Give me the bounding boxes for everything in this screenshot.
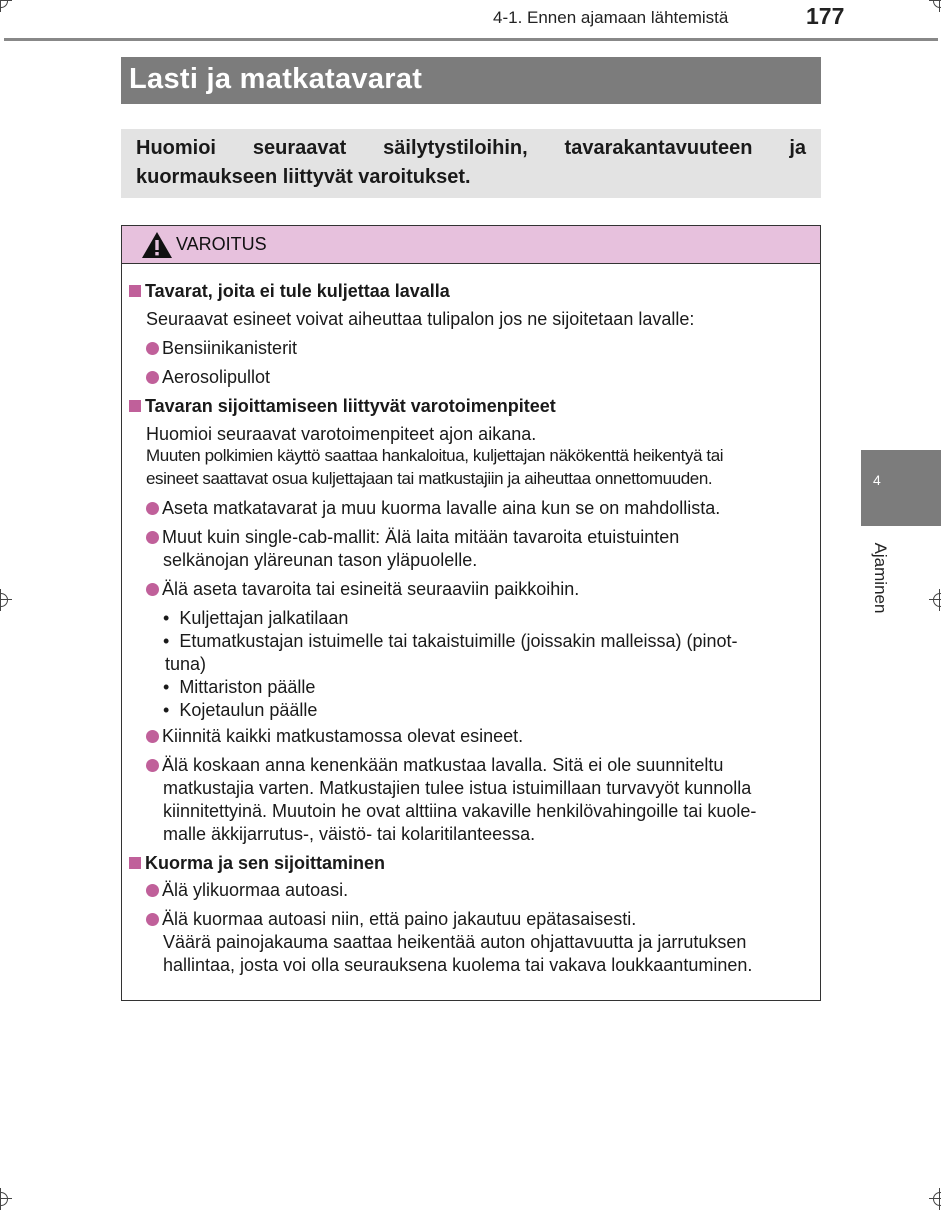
square-bullet-icon <box>129 285 141 297</box>
square-bullet-icon <box>129 400 141 412</box>
sub-list-item: • Kuljettajan jalkatilaan <box>163 608 349 628</box>
crop-mark-icon <box>0 0 12 12</box>
sub-list-item: • Etumatkustajan istuimelle tai takaistuimille (joissakin malleissa) (pinot- <box>163 631 738 651</box>
round-bullet-icon <box>146 913 159 926</box>
round-bullet-icon <box>146 583 159 596</box>
text-line: Huomioi seuraavat varotoimenpiteet ajon aikana. <box>146 424 537 444</box>
text-line: kiinnitettyinä. Muutoin he ovat alttiina vakaville henkilövahingoille tai kuole- <box>163 801 757 821</box>
text-line: hallintaa, josta voi olla seurauksena kuolema tai vakava loukkaantuminen. <box>163 955 753 975</box>
text-line: tuna) <box>165 654 207 674</box>
crop-mark-icon <box>0 1188 12 1210</box>
list-item <box>146 337 297 359</box>
list-item-text: Älä aseta tavaroita tai esineitä seuraaviin paikkoihin. <box>162 579 580 599</box>
text-line: Muuten polkimien käyttö saattaa hankaloitua, kuljettajan näkökenttä heikentyä tai <box>146 446 724 465</box>
page-title: Lasti ja matkatavarat <box>129 63 423 95</box>
crop-mark-icon <box>929 589 941 611</box>
warning-box <box>121 225 821 1001</box>
list-item <box>146 908 636 930</box>
round-bullet-icon <box>146 884 159 897</box>
list-item-text: Bensiinikanisterit <box>162 338 298 358</box>
crop-mark-icon <box>929 1188 941 1210</box>
list-item <box>146 366 270 388</box>
page-title-bar <box>121 57 821 104</box>
sub-list-item-text: Mittariston päälle <box>179 677 316 697</box>
heading-placement-precautions <box>129 395 556 417</box>
text-line: matkustajia varten. Matkustajien tulee istua istuimillaan turvavyöt kunnolla <box>163 778 752 798</box>
round-bullet-icon <box>146 759 159 772</box>
page-number: 177 <box>806 3 845 29</box>
sub-list-item-text: Etumatkustajan istuimelle tai takaistuimille (joissakin malleissa) (pinot- <box>179 631 738 651</box>
heading-cargo-not-allowed <box>129 280 450 302</box>
chapter-label: Ajaminen <box>871 542 890 614</box>
list-item <box>146 725 523 747</box>
text-line: esineet saattavat osua kuljettajaan tai matkustajiin ja aiheuttaa onnettomuuden. <box>146 469 713 488</box>
list-item <box>146 879 348 901</box>
heading-load-placement <box>129 852 385 874</box>
list-item <box>146 578 579 600</box>
text-line: selkänojan yläreunan tason yläpuolelle. <box>163 550 478 570</box>
list-item-text: Älä kuormaa autoasi niin, että paino jakautuu epätasaisesti. <box>162 909 637 929</box>
crop-mark-icon <box>0 589 12 611</box>
list-item-text: Älä ylikuormaa autoasi. <box>162 880 349 900</box>
warning-content <box>122 226 820 1000</box>
round-bullet-icon <box>146 502 159 515</box>
list-item-text: Aerosolipullot <box>162 367 271 387</box>
warning-label: VAROITUS <box>176 234 267 254</box>
text-line: malle äkkijarrutus-, väistö- tai kolaritilanteessa. <box>163 824 536 844</box>
chapter-number: 4 <box>873 472 881 488</box>
header-divider <box>4 38 938 41</box>
heading-text: Tavaran sijoittamiseen liittyvät varotoimenpiteet <box>145 396 556 416</box>
list-item <box>146 526 679 548</box>
sub-list-item: • Mittariston päälle <box>163 677 316 697</box>
crop-mark-icon <box>929 0 941 12</box>
round-bullet-icon <box>146 531 159 544</box>
list-item-text: Älä koskaan anna kenenkään matkustaa lavalla. Sitä ei ole suunniteltu <box>162 755 724 775</box>
intro-text: Huomioi seuraavat säilytystiloihin, tavarakantavuuteen ja kuormaukseen liittyvät varoitukset. <box>136 137 806 188</box>
text-line: Väärä painojakauma saattaa heikentää auton ohjattavuutta ja jarrutuksen <box>163 932 747 952</box>
list-item-text: Aseta matkatavarat ja muu kuorma lavalle aina kun se on mahdollista. <box>162 498 721 518</box>
sub-list-item: • Kojetaulun päälle <box>163 700 318 720</box>
round-bullet-icon <box>146 371 159 384</box>
sub-list-item-text: Kuljettajan jalkatilaan <box>179 608 349 628</box>
list-item-text: Muut kuin single-cab-mallit: Älä laita mitään tavaroita etuistuinten <box>162 527 680 547</box>
square-bullet-icon <box>129 857 141 869</box>
section-header: 4-1. Ennen ajamaan lähtemistä <box>493 8 729 27</box>
chapter-tab <box>861 450 941 526</box>
sub-list-item-text: Kojetaulun päälle <box>179 700 318 720</box>
intro-box <box>121 129 821 198</box>
round-bullet-icon <box>146 730 159 743</box>
round-bullet-icon <box>146 342 159 355</box>
text-line: Seuraavat esineet voivat aiheuttaa tulipalon jos ne sijoitetaan lavalle: <box>146 309 695 329</box>
heading-text: Tavarat, joita ei tule kuljettaa lavalla <box>145 281 450 301</box>
list-item <box>146 497 720 519</box>
heading-text: Kuorma ja sen sijoittaminen <box>145 853 386 873</box>
list-item <box>146 754 723 776</box>
list-item-text: Kiinnitä kaikki matkustamossa olevat esineet. <box>162 726 524 746</box>
